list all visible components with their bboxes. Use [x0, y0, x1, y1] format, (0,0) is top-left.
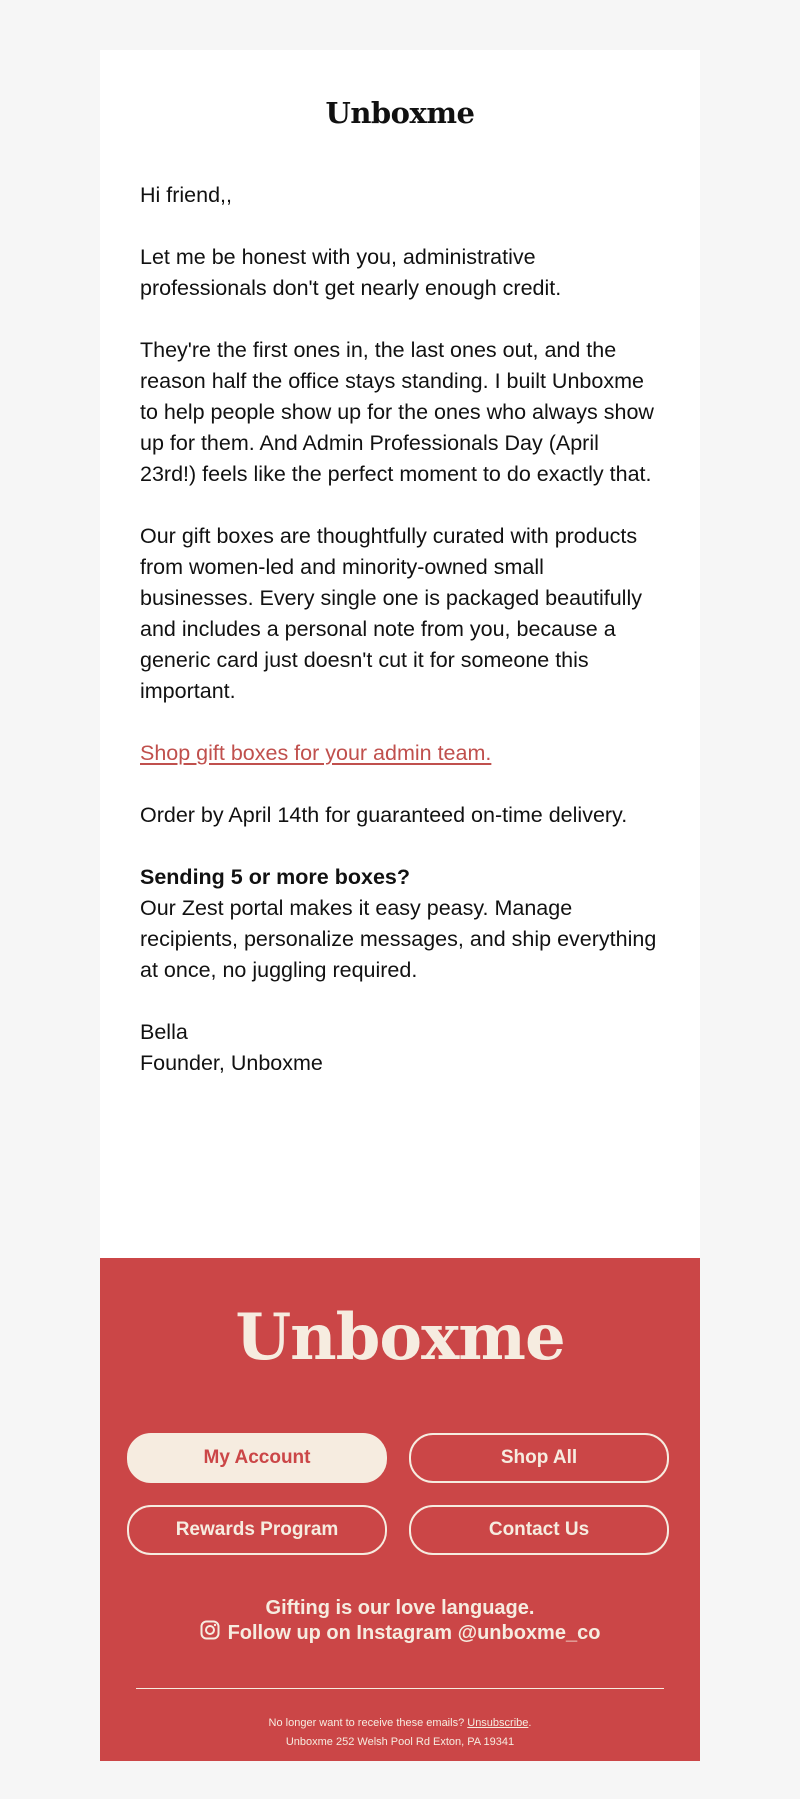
shop-gift-boxes-link[interactable]: Shop gift boxes for your admin team. [140, 741, 492, 765]
greeting: Hi friend,, [140, 183, 233, 207]
signature [140, 1017, 660, 1079]
instagram-text: Follow up on Instagram @unboxme_co [227, 1622, 601, 1644]
cta-paragraph [140, 738, 660, 769]
paragraph-intro: Let me be honest with you, administrative professionals don't get nearly enough credit. [140, 245, 562, 300]
email-container [100, 50, 700, 1761]
unsubscribe-prefix: No longer want to receive these emails? [268, 1717, 468, 1729]
unsubscribe-link[interactable]: Unsubscribe [467, 1717, 529, 1729]
signature-name: Bella [140, 1020, 188, 1044]
deadline-note: Order by April 14th for guaranteed on-time delivery. [140, 803, 628, 827]
email-footer [100, 1258, 700, 1761]
bulk-text: Our Zest portal makes it easy peasy. Manage recipients, personalize messages, and ship everything at once, no juggling required. [140, 896, 657, 982]
contact-us-button[interactable]: Contact Us [409, 1505, 669, 1555]
unsubscribe-line [100, 1714, 700, 1732]
paragraph-gift-boxes: Our gift boxes are thoughtfully curated with products from women-led and minority-owned small businesses. Every single one is packaged beautifully and includes a personal note from you, because a generic card just doesn't cut it for someone this important. [140, 524, 642, 703]
bulk-section [140, 862, 660, 986]
letter-body [100, 180, 700, 1258]
my-account-button[interactable]: My Account [127, 1433, 387, 1483]
unsubscribe-suffix: . [528, 1717, 532, 1729]
rewards-program-button[interactable]: Rewards Program [127, 1505, 387, 1555]
signature-title: Founder, Unboxme [140, 1051, 323, 1075]
footer-tagline: Gifting is our love language. [265, 1597, 535, 1619]
bulk-heading: Sending 5 or more boxes? [140, 865, 410, 889]
paragraph-story: They're the first ones in, the last ones out, and the reason half the office stays standing. I built Unboxme to help people show up for the ones who always show up for them. And Admin Professionals Day (April 23rd!) feels like the perfect moment to do exactly that. [140, 338, 654, 486]
postal-address: Unboxme 252 Welsh Pool Rd Exton, PA 19341 [285, 1736, 515, 1748]
footer-divider [136, 1688, 664, 1689]
brand-logo[interactable]: Unboxme [325, 96, 475, 130]
instagram-icon [200, 1620, 228, 1646]
instagram-follow-link[interactable] [100, 1620, 700, 1646]
shop-all-button[interactable]: Shop All [409, 1433, 669, 1483]
footer-brand-logo[interactable]: Unboxme [235, 1300, 565, 1375]
email-header [100, 50, 700, 180]
